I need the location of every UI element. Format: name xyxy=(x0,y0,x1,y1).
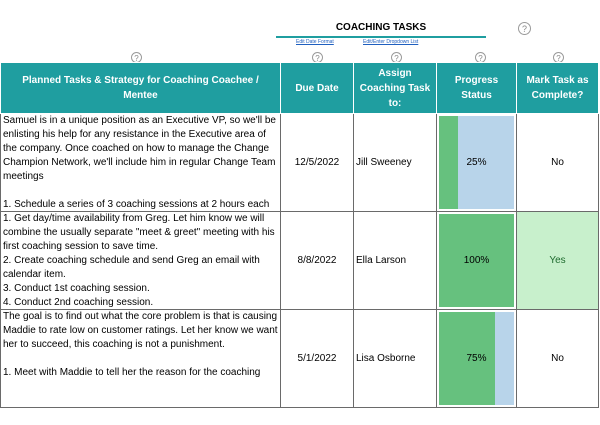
task-cell[interactable] xyxy=(1,114,281,212)
help-icon[interactable]: ? xyxy=(131,52,142,63)
progress-cell[interactable] xyxy=(437,212,517,310)
progress-cell[interactable] xyxy=(437,310,517,408)
task-text: 1. Get day/time availability from Greg. Let him know we will combine the usually separate "meet & greet" meeting with his first coaching session to save time. 2. Create coaching schedule and send Greg an email with calendar item. 3. Conduct 1st coaching session. 4. Conduct 2nd coaching session. xyxy=(3,213,275,308)
table-row xyxy=(1,212,599,310)
table-row xyxy=(1,310,599,408)
column-header-assign[interactable]: Assign Coaching Task to: xyxy=(354,63,437,114)
help-icon[interactable]: ? xyxy=(553,52,564,63)
coaching-tasks-table xyxy=(0,62,599,408)
progress-label: 25% xyxy=(466,157,487,168)
help-icon[interactable]: ? xyxy=(475,52,486,63)
header-row xyxy=(1,63,599,114)
sheet-title: COACHING TASKS xyxy=(276,19,486,38)
column-header-due-date[interactable]: Due Date xyxy=(281,63,354,114)
help-icon[interactable]: ? xyxy=(391,52,402,63)
edit-date-format-link[interactable]: Edit Date Format xyxy=(296,39,334,45)
column-header-complete[interactable]: Mark Task as Complete? xyxy=(517,63,599,114)
complete-cell[interactable]: Yes xyxy=(517,212,599,310)
help-icon[interactable]: ? xyxy=(312,52,323,63)
assignee-cell[interactable]: Lisa Osborne xyxy=(354,310,437,408)
due-date-cell[interactable]: 5/1/2022 xyxy=(281,310,354,408)
complete-cell[interactable]: No xyxy=(517,310,599,408)
task-cell[interactable] xyxy=(1,212,281,310)
column-help-row xyxy=(0,52,600,62)
help-icon[interactable]: ? xyxy=(518,22,531,35)
progress-label: 100% xyxy=(463,255,490,266)
assignee-cell[interactable]: Ella Larson xyxy=(354,212,437,310)
task-text: The goal is to find out what the core problem is that is causing Maddie to rate low on customer ratings. Let her know we want her to succeed, this coaching is not a punishment. 1. Meet with Maddie to tell her the reason for the coaching xyxy=(3,311,278,378)
task-cell[interactable] xyxy=(1,310,281,408)
complete-cell[interactable]: No xyxy=(517,114,599,212)
edit-dropdown-list-link[interactable]: Edit/Enter Dropdown List xyxy=(363,39,419,45)
progress-label: 75% xyxy=(466,353,487,364)
due-date-cell[interactable]: 12/5/2022 xyxy=(281,114,354,212)
table-row xyxy=(1,114,599,212)
task-text: Samuel is in a unique position as an Executive VP, so we'll be enlisting his help for any resistance in the Executive area of the company. Once coached on how to manage the Change Champion Network, we'll include him in regular Change Team meetings 1. Schedule a series of 3 coaching sessions at 2 hours each xyxy=(3,115,276,210)
column-header-tasks[interactable]: Planned Tasks & Strategy for Coaching Coachee / Mentee xyxy=(1,63,281,114)
progress-cell[interactable] xyxy=(437,114,517,212)
column-header-progress[interactable]: Progress Status xyxy=(437,63,517,114)
assignee-cell[interactable]: Jill Sweeney xyxy=(354,114,437,212)
due-date-cell[interactable]: 8/8/2022 xyxy=(281,212,354,310)
